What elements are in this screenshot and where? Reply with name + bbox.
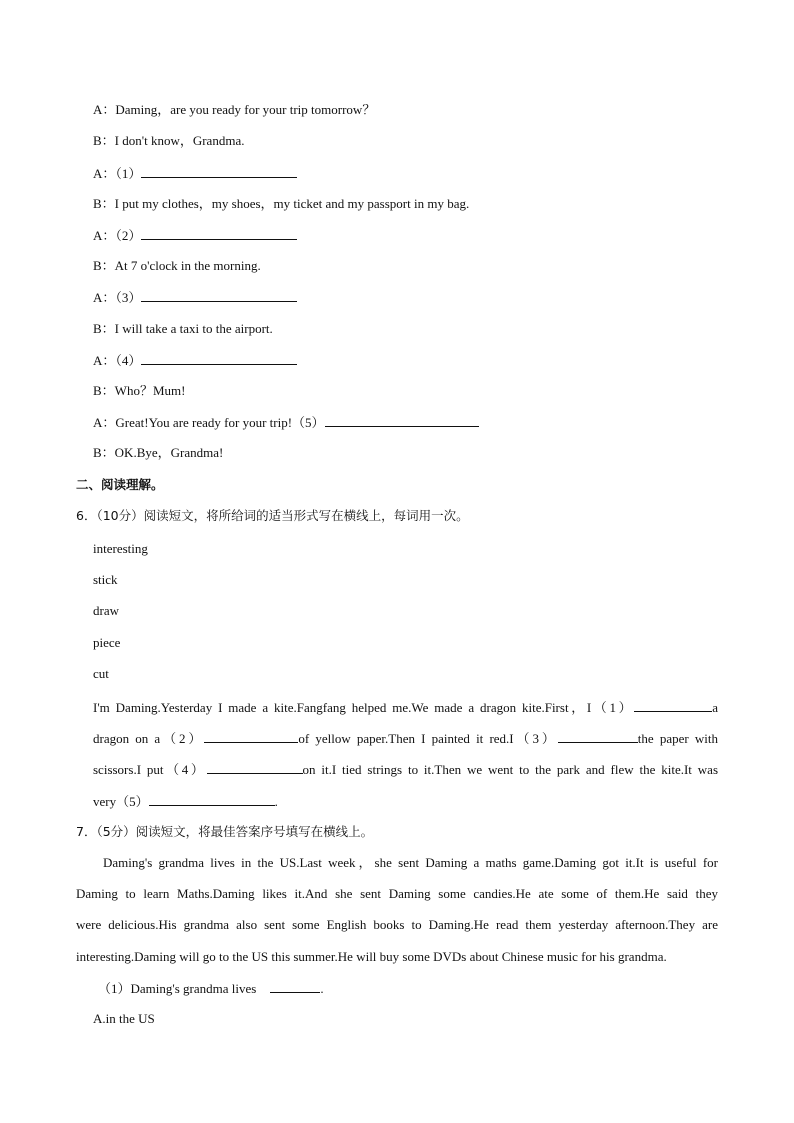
- word-bank-item: stick: [93, 572, 118, 587]
- q7-passage-line-2: Daming to learn Maths.Daming likes it.And she sent Daming some candies.He ate some of them.He said they: [76, 886, 718, 901]
- section-heading: 二、阅读理解。: [76, 477, 164, 492]
- answer-blank-3[interactable]: [141, 289, 297, 302]
- q7-passage-line-4: interesting.Daming will go to the US this summer.He will buy some DVDs about Chinese music for his grandma.: [76, 949, 667, 964]
- answer-blank-5[interactable]: [325, 414, 479, 427]
- dialogue-line-4: B：I put my clothes，my shoes，my ticket and my passport in my bag.: [93, 196, 470, 211]
- q7-option-a: A.in the US: [93, 1011, 155, 1026]
- q6-blank-4[interactable]: [207, 761, 303, 774]
- answer-blank-2[interactable]: [141, 227, 297, 240]
- q6-blank-3[interactable]: [558, 730, 638, 743]
- q6-passage-line-1: I'm Daming.Yesterday I made a kite.Fangfang helped me.We made a dragon kite.First，I（1） a: [93, 700, 718, 715]
- q7-answer-blank-1[interactable]: [270, 980, 320, 993]
- answer-blank-4[interactable]: [141, 352, 297, 365]
- dialogue-line-11: A：Great!You are ready for your trip!（5）: [93, 414, 479, 431]
- word-bank-item: piece: [93, 635, 121, 650]
- word-bank-item: interesting: [93, 541, 148, 556]
- q6-passage-line-2: dragon on a（2） of yellow paper.Then I painted it red.I（3） the paper with: [93, 731, 718, 746]
- question-6-prompt: 6．（10分）阅读短文，将所给词的适当形式写在横线上，每词用一次。: [76, 508, 469, 523]
- dialogue-line-3: A：（1）: [93, 165, 297, 182]
- q6-passage-line-4: very（5） .: [93, 794, 278, 809]
- word-bank-item: cut: [93, 666, 109, 681]
- dialogue-line-6: B：At 7 o'clock in the morning.: [93, 258, 261, 273]
- q6-blank-1[interactable]: [634, 699, 712, 712]
- dialogue-line-10: B：Who？Mum!: [93, 383, 186, 398]
- q6-blank-5[interactable]: [149, 793, 275, 806]
- dialogue-line-9: A：（4）: [93, 352, 297, 369]
- q7-question-1: （1）Daming's grandma lives .: [98, 981, 324, 996]
- dialogue-line-2: B：I don't know，Grandma.: [93, 133, 245, 148]
- dialogue-line-12: B：OK.Bye，Grandma!: [93, 445, 224, 460]
- dialogue-line-5: A：（2）: [93, 227, 297, 244]
- dialogue-line-1: A：Daming，are you ready for your trip tomorrow？: [93, 102, 376, 117]
- q6-blank-2[interactable]: [204, 730, 298, 743]
- dialogue-line-7: A：（3）: [93, 289, 297, 306]
- answer-blank-1[interactable]: [141, 165, 297, 178]
- dialogue-line-8: B：I will take a taxi to the airport.: [93, 321, 273, 336]
- question-7-prompt: 7．（5分）阅读短文，将最佳答案序号填写在横线上。: [76, 824, 374, 839]
- word-bank-item: draw: [93, 603, 119, 618]
- q7-passage-line-3: were delicious.His grandma also sent some English books to Daming.He read them yesterday afternoon.They are: [76, 917, 718, 932]
- q7-passage-line-1: Daming's grandma lives in the US.Last week，she sent Daming a maths game.Daming got it.It is useful for: [103, 855, 718, 870]
- q6-passage-line-3: scissors.I put（4） on it.I tied strings to it.Then we went to the park and flew the kite.It was: [93, 762, 719, 777]
